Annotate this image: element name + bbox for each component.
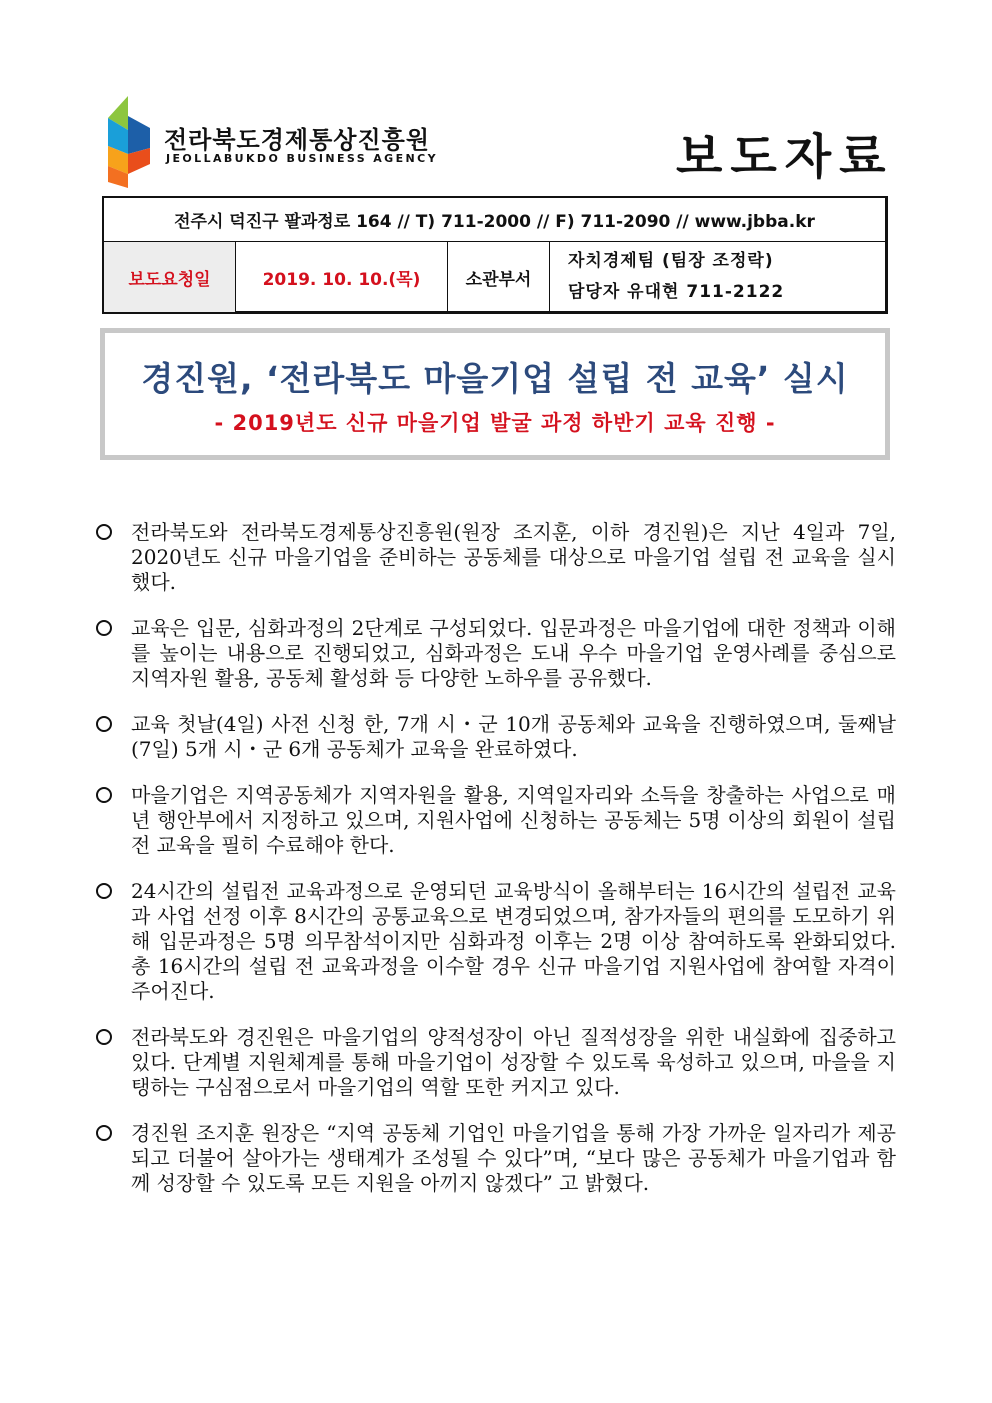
paragraph-text: 전라북도와 전라북도경제통상진흥원(원장 조지훈, 이하 경진원)은 지난 4일과 7일, 2020년도 신규 마을기업을 준비하는 공동체를 대상으로 마을기업 설립 전 교육을 실시했다. bbox=[131, 520, 896, 594]
request-date-value: 2019. 10. 10.(목) bbox=[236, 242, 448, 312]
agency-logo bbox=[106, 96, 438, 188]
department-contact: 담당자 유대현 711-2122 bbox=[568, 282, 785, 302]
circle-bullet-icon bbox=[96, 1125, 112, 1141]
press-info-row bbox=[104, 242, 885, 312]
paragraph-text: 24시간의 설립전 교육과정으로 운영되던 교육방식이 올해부터는 16시간의 설립전 교육과 사업 선정 이후 8시간의 공통교육으로 변경되었으며, 참가자들의 편의를 도모하기 위해 입문과정은 5명 의무참석이지만 심화과정 이후는 2명 이상 참여하도록 완화되었다. 총 16시간의 설립 전 교육과정을 이수할 경우 신규 마을기업 지원사업에 참여할 자격이 주어진다. bbox=[131, 879, 896, 1003]
article-paragraph bbox=[96, 1025, 896, 1100]
agency-logo-mark bbox=[106, 96, 156, 188]
circle-bullet-icon bbox=[96, 1029, 112, 1045]
paragraph-text: 경진원 조지훈 원장은 “지역 공동체 기업인 마을기업을 통해 가장 가까운 일자리가 제공되고 더불어 살아가는 생태계가 조성될 수 있다”며, “보다 많은 공동체가 마을기업과 함께 성장할 수 있도록 모든 지원을 아끼지 않겠다” 고 밝혔다. bbox=[131, 1121, 896, 1195]
agency-name: 전라북도경제통상진흥원 bbox=[164, 126, 431, 154]
department-team: 자치경제팀 (팀장 조정락) bbox=[568, 251, 774, 271]
article-paragraph bbox=[96, 879, 896, 1004]
agency-name-english: JEOLLABUKDO BUSINESS AGENCY bbox=[166, 152, 438, 165]
headline-subtitle: - 2019년도 신규 마을기업 발굴 과정 하반기 교육 진행 - bbox=[214, 411, 776, 435]
paragraph-text: 교육 첫날(4일) 사전 신청 한, 7개 시・군 10개 공동체와 교육을 진행하였으며, 둘째날(7일) 5개 시・군 6개 공동체가 교육을 완료하였다. bbox=[131, 712, 896, 761]
contact-line: 전주시 덕진구 팔과정로 164 // T) 711-2000 // F) 711-2090 // www.jbba.kr bbox=[104, 198, 885, 242]
headline-title: 경진원, ‘전라북도 마을기업 설립 전 교육’ 실시 bbox=[141, 359, 849, 398]
paragraph-text: 교육은 입문, 심화과정의 2단계로 구성되었다. 입문과정은 마을기업에 대한 정책과 이해를 높이는 내용으로 진행되었고, 심화과정은 도내 우수 마을기업 운영사례를 중심으로 지역자원 활용, 공동체 활성화 등 다양한 노하우를 공유했다. bbox=[131, 616, 896, 690]
circle-bullet-icon bbox=[96, 620, 112, 636]
document-type-heading: 보도자료 bbox=[676, 129, 894, 185]
press-info-table bbox=[102, 196, 888, 314]
circle-bullet-icon bbox=[96, 787, 112, 803]
article-body bbox=[96, 520, 896, 1196]
article-paragraph bbox=[96, 783, 896, 858]
article-paragraph bbox=[96, 712, 896, 762]
paragraph-text: 마을기업은 지역공동체가 지역자원을 활용, 지역일자리와 소득을 창출하는 사업으로 매년 행안부에서 지정하고 있으며, 지원사업에 신청하는 공동체는 5명 이상의 회원이 설립 전 교육을 필히 수료해야 한다. bbox=[131, 783, 896, 857]
request-date-label: 보도요청일 bbox=[104, 242, 236, 312]
paragraph-text: 전라북도와 경진원은 마을기업의 양적성장이 아닌 질적성장을 위한 내실화에 집중하고 있다. 단계별 지원체계를 통해 마을기업이 성장할 수 있도록 육성하고 있으며, 마을을 지탱하는 구심점으로서 마을기업의 역할 또한 커지고 있다. bbox=[131, 1025, 896, 1099]
department-info bbox=[550, 242, 885, 312]
department-label: 소관부서 bbox=[448, 242, 550, 312]
headline-box bbox=[100, 328, 890, 460]
circle-bullet-icon bbox=[96, 883, 112, 899]
circle-bullet-icon bbox=[96, 524, 112, 540]
article-paragraph bbox=[96, 616, 896, 691]
article-paragraph bbox=[96, 520, 896, 595]
circle-bullet-icon bbox=[96, 716, 112, 732]
article-paragraph bbox=[96, 1121, 896, 1196]
